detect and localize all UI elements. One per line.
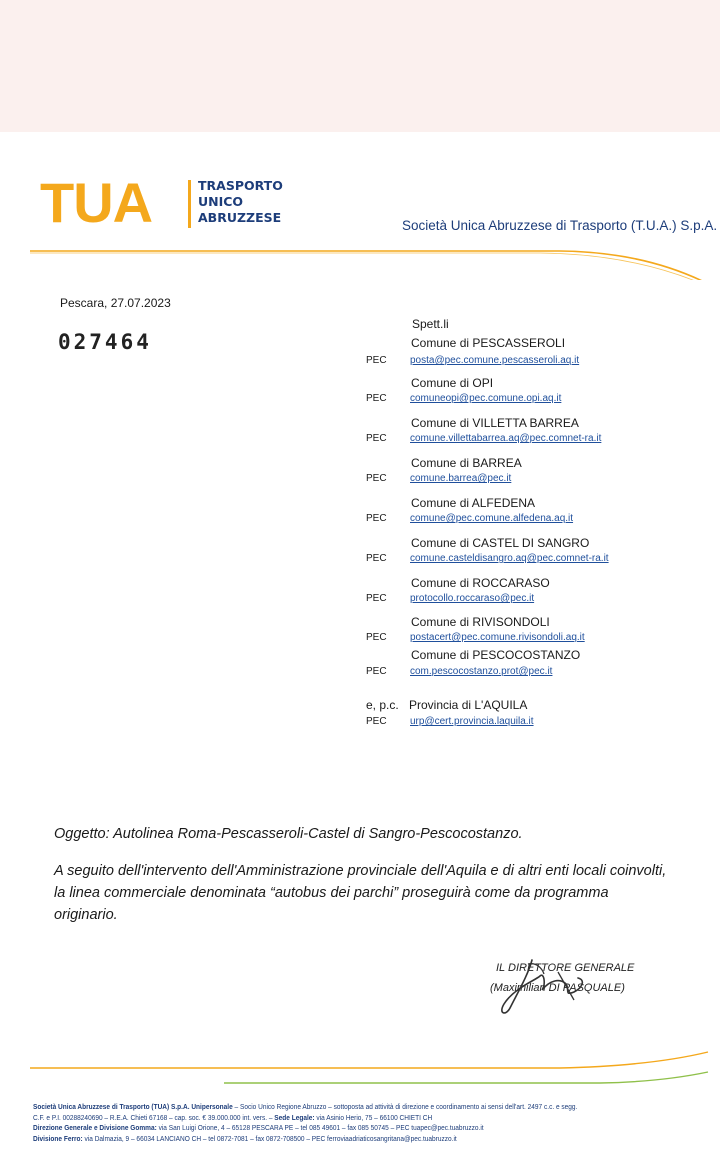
footer-rule [0,1050,720,1090]
cc-label: e, p.c. [366,698,399,712]
recipient-email[interactable]: comune.villettabarrea.aq@pec.comnet-ra.it [410,433,602,444]
logo-letters: TUA [40,171,153,234]
logo-divider [188,180,191,228]
recipient-email[interactable]: protocollo.roccaraso@pec.it [410,593,535,604]
company-footer [33,1102,618,1144]
recipient-pec-label: PEC [366,393,387,404]
recipient-name: Comune di VILLETTA BARREA [411,416,579,430]
recipient-pec-label: PEC [366,473,387,484]
recipient-email[interactable]: comune@pec.comune.alfedena.aq.it [410,513,574,524]
cc-recipient-name: Provincia di L'AQUILA [409,698,528,712]
recipient-name: Comune di BARREA [411,456,522,470]
footer-line-1: Società Unica Abruzzese di Trasporto (TUA) S.p.A. Unipersonale – Socio Unico Regione Abruzzo – sottoposta ad attività di direzione e coordinamento ai sensi dell'art. 2497 c.c. e segg. [33,1102,578,1111]
recipient-name: Comune di PESCOCOSTANZO [411,648,581,662]
recipient-email[interactable]: comune.barrea@pec.it [410,473,512,484]
footer-line-2: C.F. e P.I. 00288240690 – R.E.A. Chieti 67168 – cap. soc. € 39.000.000 int. vers. – Sede Legale: via Asinio Herio, 75 – 66100 CHIETI CH [33,1112,433,1122]
recipient-pec-label: PEC [366,513,387,524]
recipient-name: Comune di ROCCARASO [411,576,550,590]
recipient-pec-label: PEC [366,433,387,444]
cc-pec-label: PEC [366,716,387,727]
header-rule [0,240,720,280]
letter-date: Pescara, 27.07.2023 [60,296,171,310]
recipient-name: Comune di CASTEL DI SANGRO [411,536,590,550]
recipient-name: Comune di ALFEDENA [411,496,536,510]
recipient-email[interactable]: postacert@pec.comune.rivisondoli.aq.it [410,632,585,643]
logo-subtitle [198,178,283,226]
recipient-pec-label: PEC [366,355,387,366]
recipient-email[interactable]: posta@pec.comune.pescasseroli.aq.it [410,355,580,366]
footer-line-3: Direzione Generale e Divisione Gomma: via San Luigi Orione, 4 – 65128 PESCARA PE – tel 085 49601 – fax 085 50745 – PEC tuapec@pec.tuabruzzo.it [33,1123,484,1133]
recipient-email[interactable]: comune.casteldisangro.aq@pec.comnet-ra.it [410,553,609,564]
recipient-email[interactable]: com.pescocostanzo.prot@pec.it [410,666,553,677]
top-margin-band [0,0,720,132]
recipient-pec-label: PEC [366,593,387,604]
logo-line-3: ABRUZZESE [198,210,282,225]
logo-line-1: TRASPORTO [198,178,283,193]
recipient-name: Comune di PESCASSEROLI [411,336,566,350]
cc-recipient-email[interactable]: urp@cert.provincia.laquila.it [410,716,534,727]
tua-logo [40,171,283,234]
recipient-pec-label: PEC [366,666,387,677]
signature-title: IL DIRETTORE GENERALE [496,962,635,974]
recipient-name: Comune di RIVISONDOLI [411,615,550,629]
recipient-pec-label: PEC [366,632,387,643]
handwritten-signature-icon [470,950,610,1020]
protocol-number: 027464 [58,330,152,354]
letter-subject: Oggetto: Autolinea Roma-Pescasseroli-Castel di Sangro-Pescocostanzo. [54,826,523,842]
letter-body: A seguito dell'intervento dell'Amministrazione provinciale dell'Aquila e di altri enti locali coinvolti, la linea commerciale denominata “autobus dei parchi” proseguirà come da programma originario. [54,863,667,923]
company-name: Società Unica Abruzzese di Trasporto (T.U.A.) S.p.A. [402,218,718,233]
recipient-pec-label: PEC [366,553,387,564]
recipient-email[interactable]: comuneopi@pec.comune.opi.aq.it [410,393,562,404]
recipient-name: Comune di OPI [411,376,494,390]
footer-line-4: Divisione Ferro: via Dalmazia, 9 – 66034 LANCIANO CH – tel 0872-7081 – fax 0872-708500 – PEC ferroviaadriaticosangritana@pec.tuabruzzo.it [33,1133,457,1143]
salutation: Spett.li [412,317,449,331]
signature-name: (Maximilian DI PASQUALE) [490,982,625,994]
logo-line-2: UNICO [198,194,244,209]
